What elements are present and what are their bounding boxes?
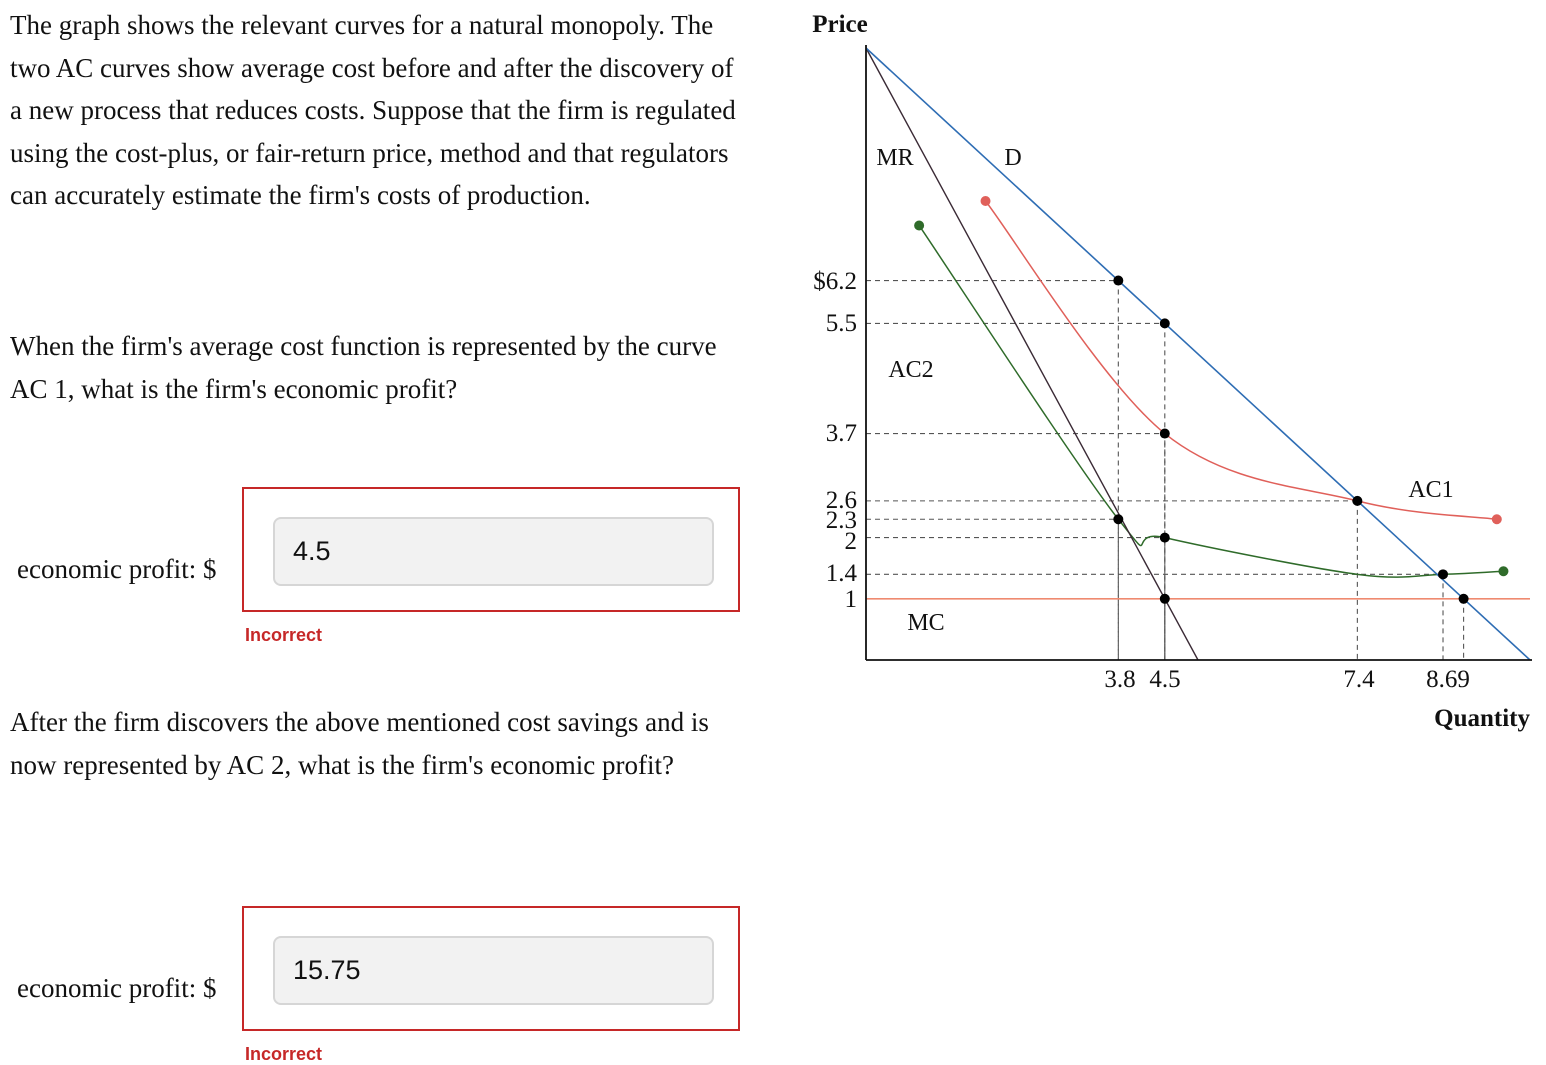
answer-1-incorrect-frame bbox=[242, 487, 740, 612]
curve-label-mr: MR bbox=[876, 145, 914, 171]
y-tick-label-2: 3.7 bbox=[825, 420, 857, 447]
answer-1-label: economic profit: $ bbox=[17, 554, 217, 584]
answer-1-status: Incorrect bbox=[245, 625, 323, 645]
x-tick-label-0: 3.8 bbox=[1104, 666, 1136, 693]
y-tick-label-5: 2 bbox=[844, 528, 857, 555]
question-intro: The graph shows the relevant curves for a natural monopoly. The two AC curves show average cost before and after the discovery of a new process that reduces costs. Suppose that the firm is regulated using the cost-plus, or fair-return price, method and that regulators can accurately estimate the firm's costs of production. bbox=[10, 10, 736, 210]
y-tick-label-1: 5.5 bbox=[825, 310, 857, 337]
curve-label-ac1: AC1 bbox=[1408, 477, 1454, 503]
demand-line bbox=[866, 48, 1530, 660]
question-2-text: After the firm discovers the above mentioned cost savings and is now represented by AC 2, what is the firm's economic profit? bbox=[10, 707, 709, 780]
point-8 bbox=[1459, 594, 1469, 604]
ac2-curve bbox=[919, 225, 1503, 577]
economic-profit-input-2[interactable] bbox=[273, 936, 714, 1005]
point-0 bbox=[1113, 276, 1123, 286]
curve-label-d: D bbox=[1004, 145, 1022, 171]
curves bbox=[866, 48, 1530, 660]
point-1 bbox=[1160, 318, 1170, 328]
question-1-text: When the firm's average cost function is represented by the curve AC 1, what is the firm's economic profit? bbox=[10, 331, 717, 404]
natural-monopoly-graph bbox=[770, 0, 1546, 740]
ac1-curve bbox=[986, 201, 1497, 519]
ac2-end-marker bbox=[1498, 566, 1508, 576]
x-tick-label-1: 4.5 bbox=[1149, 666, 1181, 693]
ac1-start-marker bbox=[981, 196, 991, 206]
y-tick-label-3: 2.6 bbox=[825, 487, 857, 514]
answer-2-label: economic profit: $ bbox=[17, 973, 217, 1003]
curve-label-ac2: AC2 bbox=[888, 357, 934, 383]
mr-line bbox=[866, 48, 1198, 660]
y-tick-label-7: 1 bbox=[844, 586, 857, 613]
y-tick-label-4: 2.3 bbox=[825, 507, 857, 534]
y-tick-label-6: 1.4 bbox=[825, 560, 857, 587]
point-7 bbox=[1160, 594, 1170, 604]
point-6 bbox=[1438, 569, 1448, 579]
point-2 bbox=[1160, 429, 1170, 439]
answer-2-incorrect-frame bbox=[242, 906, 740, 1031]
economic-profit-input-1[interactable] bbox=[273, 517, 714, 586]
x-axis-label: Quantity bbox=[1434, 705, 1530, 732]
answer-2-status: Incorrect bbox=[245, 1044, 323, 1064]
y-tick-label-0: $6.2 bbox=[813, 268, 857, 295]
ac2-start-marker bbox=[914, 220, 924, 230]
curve-label-mc: MC bbox=[907, 610, 945, 636]
x-tick-label-3: 8.69 bbox=[1426, 666, 1470, 693]
x-tick-label-2: 7.4 bbox=[1343, 666, 1375, 693]
ac1-end-marker bbox=[1492, 514, 1502, 524]
point-5 bbox=[1160, 533, 1170, 543]
y-axis-label: Price bbox=[812, 11, 868, 38]
point-3 bbox=[1352, 496, 1362, 506]
point-4 bbox=[1113, 514, 1123, 524]
